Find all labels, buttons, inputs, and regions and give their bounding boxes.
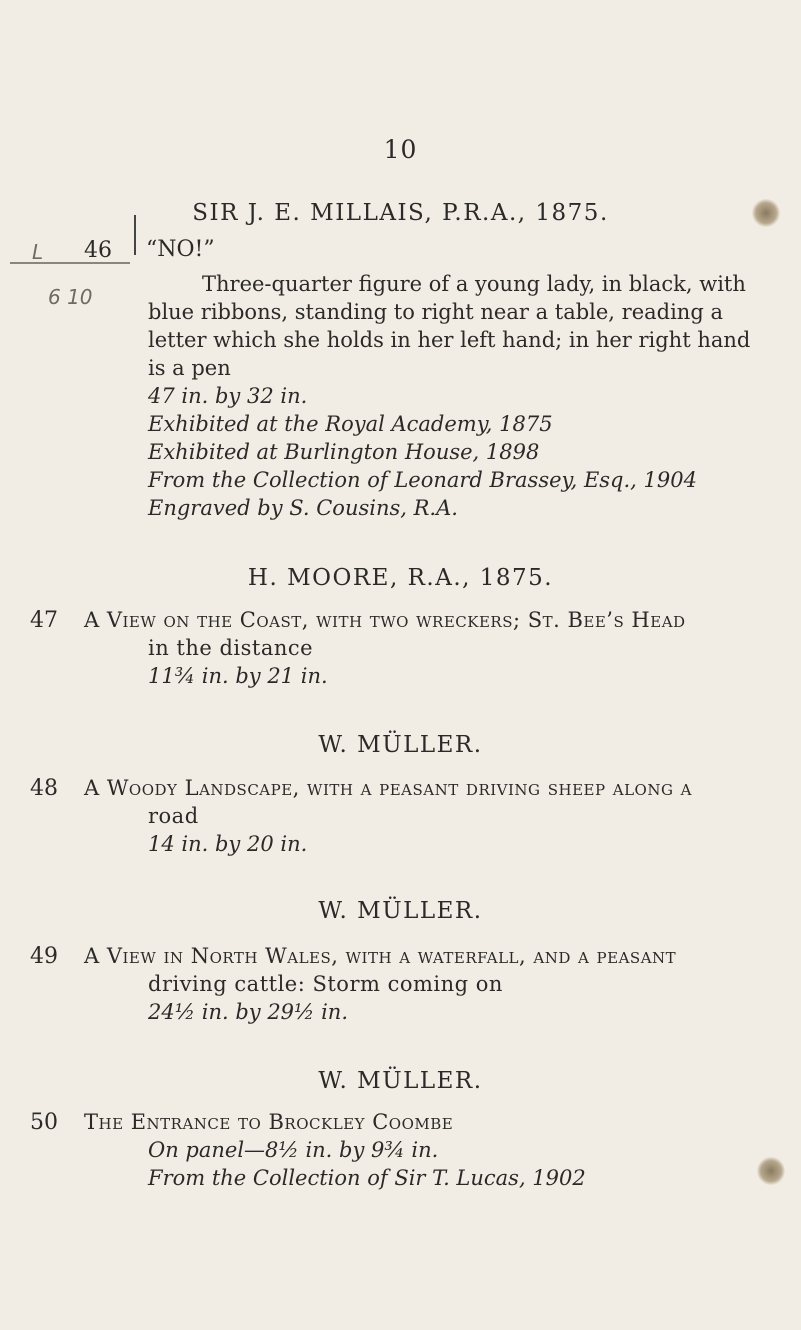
- description-line: is a pen: [148, 356, 231, 380]
- dimensions: 24½ in. by 29½ in.: [148, 1000, 348, 1024]
- provenance-line: From the Collection of Leonard Brassey, Esq., 1904: [148, 468, 697, 492]
- description-line: Three-quarter figure of a young lady, in black, with: [202, 272, 746, 296]
- handwritten-stroke: [10, 262, 130, 264]
- lot-number: 46: [84, 238, 112, 263]
- lot-number: 48: [30, 776, 58, 801]
- description-line: blue ribbons, standing to right near a table, reading a: [148, 300, 723, 324]
- artist-heading: W. MÜLLER.: [318, 898, 483, 924]
- lot-number: 50: [30, 1110, 58, 1135]
- dimensions: 11¾ in. by 21 in.: [148, 664, 328, 688]
- artist-heading: W. MÜLLER.: [318, 1068, 483, 1094]
- engraving-line: Engraved by S. Cousins, R.A.: [148, 496, 458, 520]
- lot-title-continued: road: [148, 804, 199, 828]
- margin-bar: [134, 215, 136, 255]
- lot-title: “NO!”: [146, 237, 215, 262]
- lot-title: A View on the Coast, with two wreckers; St. Bee’s Head: [84, 608, 686, 632]
- lot-number: 47: [30, 608, 58, 633]
- lot-title-continued: in the distance: [148, 636, 314, 660]
- description-line: letter which she holds in her left hand; in her right hand: [148, 328, 751, 352]
- lot-title: A View in North Wales, with a waterfall, and a peasant: [84, 944, 677, 968]
- ink-smudge: [752, 198, 780, 228]
- artist-heading: W. MÜLLER.: [318, 732, 483, 758]
- ink-smudge: [757, 1156, 785, 1186]
- provenance-line: Exhibited at Burlington House, 1898: [148, 440, 540, 464]
- provenance-line: From the Collection of Sir T. Lucas, 1902: [148, 1166, 586, 1190]
- page-number: 10: [383, 135, 418, 164]
- lot-title: The Entrance to Brockley Coombe: [84, 1110, 454, 1134]
- provenance-line: Exhibited at the Royal Academy, 1875: [148, 412, 553, 436]
- handwritten-price: 6 10: [48, 285, 93, 309]
- dimensions: 47 in. by 32 in.: [148, 384, 308, 408]
- handwritten-mark: L: [32, 240, 44, 264]
- artist-heading: H. MOORE, R.A., 1875.: [247, 565, 554, 591]
- dimensions: 14 in. by 20 in.: [148, 832, 308, 856]
- lot-title-continued: driving cattle: Storm coming on: [148, 972, 503, 996]
- lot-title: A Woody Landscape, with a peasant driving sheep along a: [84, 776, 692, 800]
- dimensions: On panel—8½ in. by 9¾ in.: [148, 1138, 439, 1162]
- artist-heading: SIR J. E. MILLAIS, P.R.A., 1875.: [192, 200, 609, 226]
- lot-number: 49: [30, 944, 58, 969]
